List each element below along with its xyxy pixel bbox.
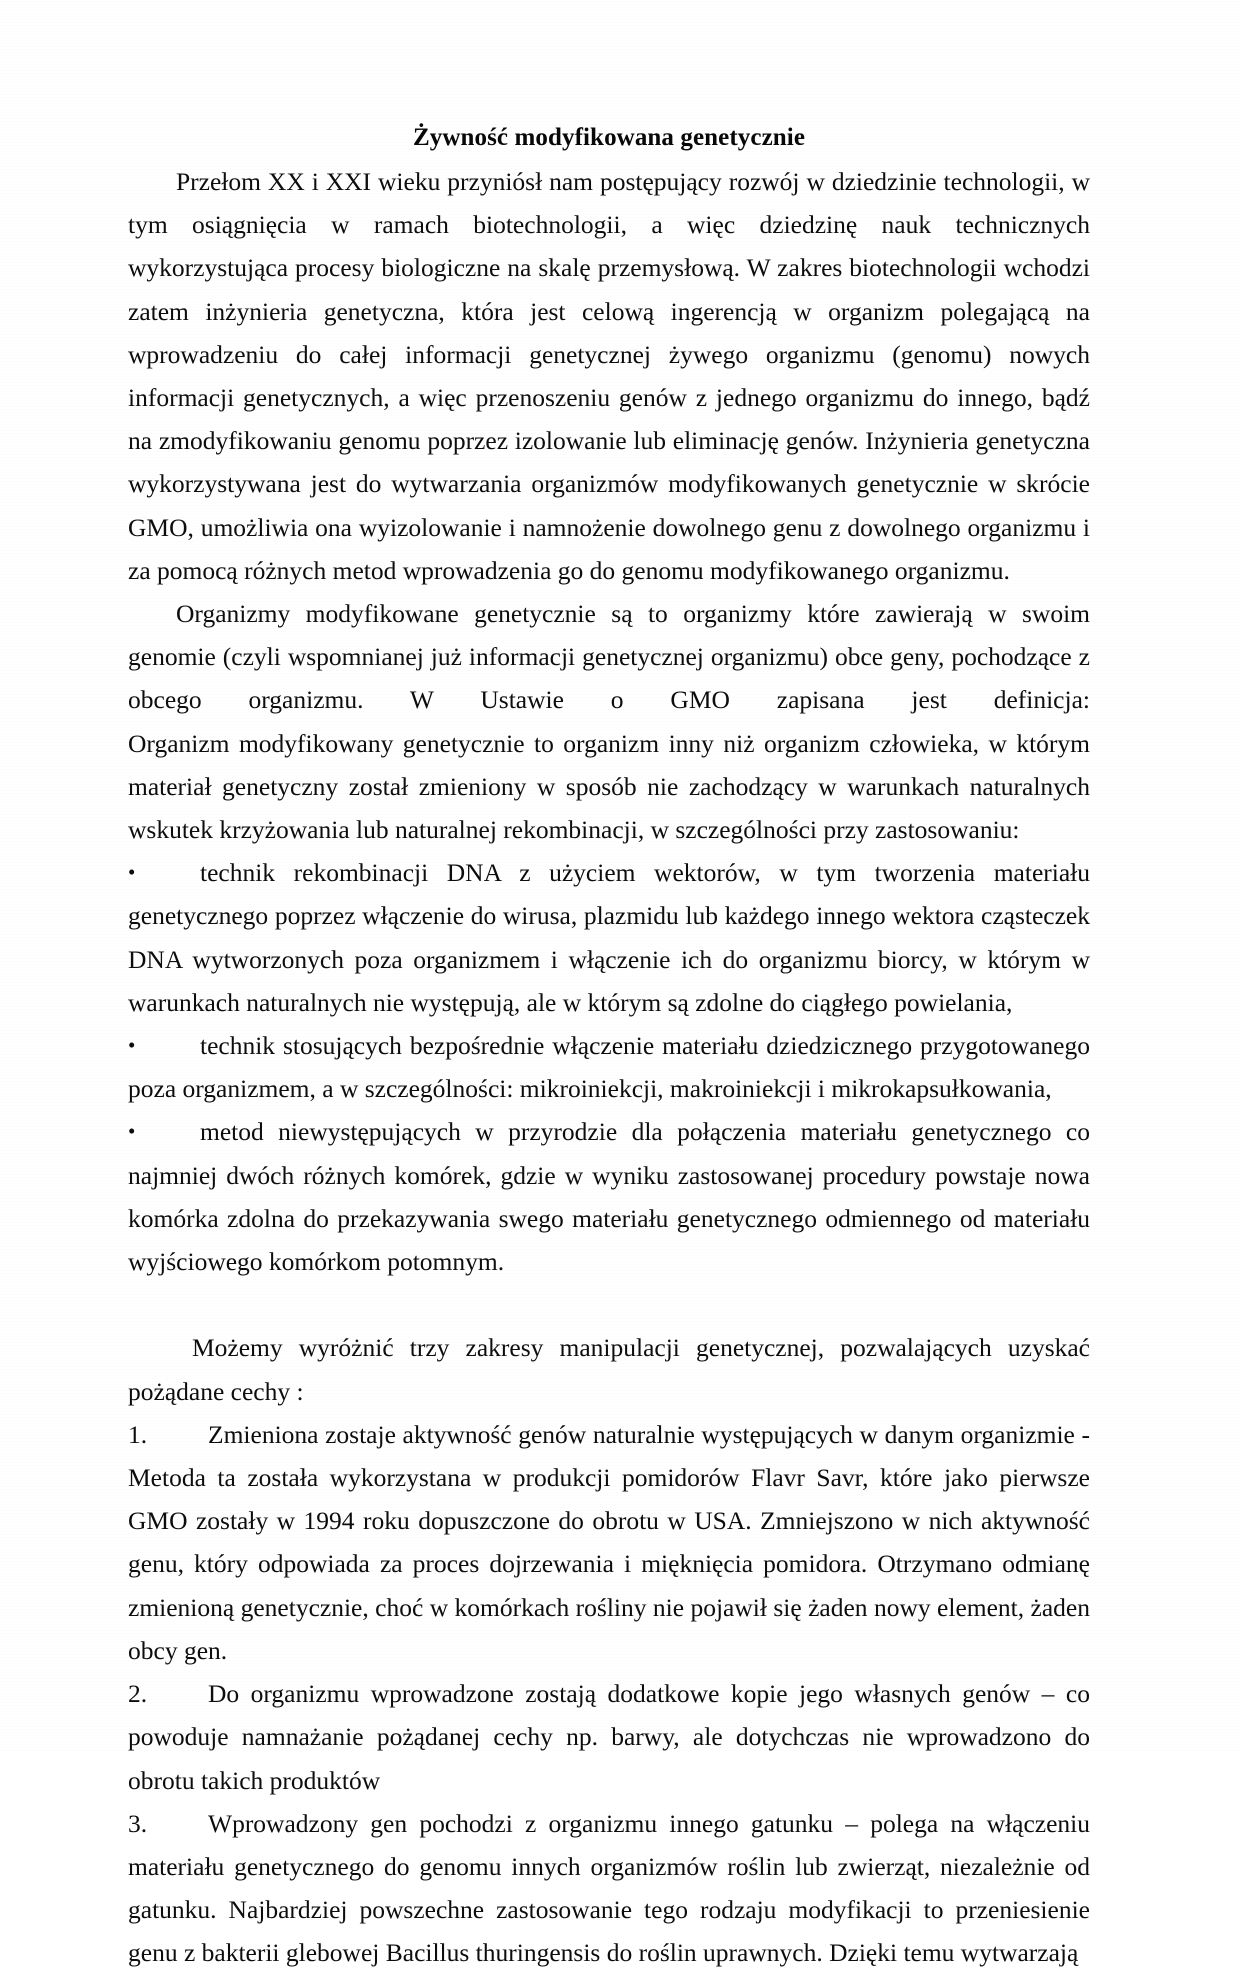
text-line: powoduje namnażanie pożądanej cechy np. barwy, ale dotychczas nie wprowadzono do (128, 1722, 1090, 1752)
numbered-line-text: Wprowadzony gen pochodzi z organizmu innego gatunku – polega na włączeniu (208, 1808, 1090, 1838)
text-line: wskutek krzyżowania lub naturalnej rekombinacji, w szczególności przy zastosowaniu: (128, 815, 1020, 845)
list-number: 3. (128, 1808, 148, 1838)
text-line (128, 1802, 1090, 1845)
paragraph-gap (128, 1283, 1090, 1326)
text-line: tym osiągnięcia w ramach biotechnologii, a więc dziedzinę nauk technicznych (128, 210, 1090, 240)
text-line: Metoda ta została wykorzystana w produkcji pomidorów Flavr Savr, które jako pierwsze (128, 1463, 1090, 1493)
page-title: Żywność modyfikowana genetycznie (412, 124, 806, 151)
paragraph-intro (128, 160, 1090, 592)
bullet-list-item (128, 1110, 1090, 1283)
text-line: materiał genetyczny został zmieniony w sposób nie zachodzący w warunkach naturalnych (128, 771, 1090, 801)
bullet-list-item (128, 851, 1090, 1024)
numbered-line-text: Zmieniona zostaje aktywność genów naturalnie występujących w danym organizmie - (208, 1419, 1090, 1449)
text-line: genu z bakterii glebowej Bacillus thuringensis do roślin uprawnych. Dzięki temu wytwarzają (128, 1938, 1079, 1968)
text-line: wykorzystywana jest do wytwarzania organizmów modyfikowanych genetycznie w skrócie (128, 469, 1090, 499)
paragraph-definition (128, 592, 1090, 851)
text-line: gatunku. Najbardziej powszechne zastosowanie tego rodzaju modyfikacji to przeniesienie (128, 1895, 1090, 1925)
bullet-icon: • (128, 1033, 136, 1058)
document-text-column (128, 118, 1090, 1975)
text-line: najmniej dwóch różnych komórek, gdzie w wyniku zastosowanej procedury powstaje nowa (128, 1160, 1090, 1190)
text-line: genu, który odpowiada za proces dojrzewania i mięknięcia pomidora. Otrzymano odmianę (128, 1549, 1090, 1579)
text-line: GMO, umożliwia ona wyizolowanie i namnożenie dowolnego genu z dowolnego organizmu i (128, 512, 1090, 542)
paragraph-three-scopes (128, 1326, 1090, 1412)
text-line: Organizm modyfikowany genetycznie to organizm inny niż organizm człowieka, w którym (128, 728, 1090, 758)
text-line: materiału genetycznego do genomu innych organizmów roślin lub zwierząt, niezależnie od (128, 1851, 1090, 1881)
text-line (128, 1672, 1090, 1715)
numbered-list-item (128, 1802, 1090, 1975)
bullet-icon: • (128, 1119, 136, 1144)
numbered-list-item (128, 1672, 1090, 1802)
text-line: zatem inżynieria genetyczna, która jest celową ingerencją w organizm polegającą na (128, 296, 1090, 326)
text-line: genomie (czyli wspomnianej już informacji genetycznej organizmu) obce geny, pochodzące z (128, 642, 1090, 672)
bullet-line-text: technik stosujących bezpośrednie włączenie materiału dziedzicznego przygotowanego (200, 1031, 1090, 1061)
text-line: wyjściowego komórkom potomnym. (128, 1247, 505, 1277)
text-line (128, 1024, 1090, 1067)
text-line: obcy gen. (128, 1635, 228, 1665)
list-number: 2. (128, 1679, 148, 1709)
bullet-icon: • (128, 860, 136, 885)
list-number: 1. (128, 1419, 148, 1449)
text-line: genetycznego poprzez włączenie do wirusa, plazmidu lub każdego innego wektora cząsteczek (128, 901, 1090, 931)
text-line: GMO zostały w 1994 roku dopuszczone do obrotu w USA. Zmniejszono w nich aktywność (128, 1506, 1090, 1536)
text-line: wprowadzeniu do całej informacji genetycznej żywego organizmu (genomu) nowych (128, 339, 1090, 369)
text-line: zmienioną genetycznie, choć w komórkach rośliny nie pojawił się żaden nowy element, żaden (128, 1592, 1090, 1622)
text-line (128, 1413, 1090, 1456)
text-line: Przełom XX i XXI wieku przyniósł nam postępujący rozwój w dziedzinie technologii, w (176, 167, 1090, 196)
text-line: obcego organizmu. W Ustawie o GMO zapisana jest definicja: (128, 685, 1090, 715)
text-line: Organizmy modyfikowane genetycznie są to organizmy które zawierają w swoim (176, 599, 1090, 629)
text-line: wykorzystująca procesy biologiczne na skalę przemysłową. W zakres biotechnologii wchodzi (128, 253, 1090, 283)
bullet-list-item (128, 1024, 1090, 1110)
text-line (128, 1110, 1090, 1153)
text-line: DNA wytworzonych poza organizmem i włączenie ich do organizmu biorcy, w którym w (128, 944, 1090, 974)
text-line: pożądane cechy : (128, 1376, 304, 1406)
text-line: komórka zdolna do przekazywania swego materiału genetycznego odmiennego od materiału (128, 1203, 1090, 1233)
numbered-line-text: Do organizmu wprowadzone zostają dodatkowe kopie jego własnych genów – co (208, 1679, 1090, 1709)
text-line: obrotu takich produktów (128, 1765, 381, 1795)
text-line: warunkach naturalnych nie występują, ale w którym są zdolne do ciągłego powielania, (128, 987, 1013, 1017)
text-line: Możemy wyróżnić trzy zakresy manipulacji genetycznej, pozwalających uzyskać (192, 1333, 1090, 1363)
text-line: informacji genetycznych, a więc przenoszeniu genów z jednego organizmu do innego, bądź (128, 383, 1090, 413)
numbered-list-item (128, 1413, 1090, 1672)
text-line: na zmodyfikowaniu genomu poprzez izolowanie lub eliminację genów. Inżynieria genetyczna (128, 426, 1090, 456)
bullet-line-text: metod niewystępujących w przyrodzie dla połączenia materiału genetycznego co (200, 1117, 1090, 1147)
text-line (128, 851, 1090, 894)
bullet-line-text: technik rekombinacji DNA z użyciem wektorów, w tym tworzenia materiału (200, 858, 1090, 888)
text-line: poza organizmem, a w szczególności: mikroiniekcji, makroiniekcji i mikrokapsułkowania, (128, 1074, 1052, 1104)
text-line: za pomocą różnych metod wprowadzenia go do genomu modyfikowanego organizmu. (128, 555, 1010, 585)
